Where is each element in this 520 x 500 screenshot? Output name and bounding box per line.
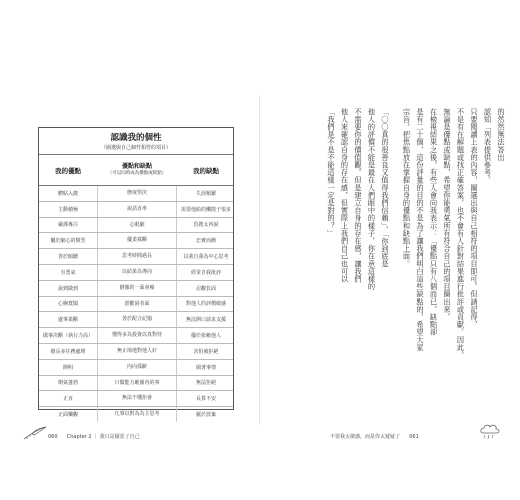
strength-cell: 嚴謹專注 [57,222,78,229]
table-row [39,360,233,376]
mixed-trait-cell: 懂得多為投資以真對待 [97,328,177,343]
weakness-cell: 無法開口請求支援 [185,317,226,324]
weakness-cell: 對他人的評價敏感 [185,301,226,308]
personality-table [38,127,234,419]
table-row [39,391,233,407]
weakness-cell: 忍觀負面 [195,285,216,292]
mixed-trait-cell: 思考時間過長 [97,249,177,264]
left-footer [48,433,140,440]
table-row [39,202,233,218]
table-row [39,328,233,344]
left-page-number: 060 [48,434,58,440]
mixed-trait-cell: 說話直率 [97,202,177,217]
table-row [39,281,233,297]
mixed-trait-cell: 愿歡固者面 [97,297,177,312]
chapter-running-head: Chapter 2 ｜ 我只是厭惡了自己 [66,434,140,440]
book-running-head: 不要我太敏感，而是你太遲疑了 [330,434,401,440]
table-row [39,312,233,328]
table-row [39,407,233,422]
mixed-trait-cell: 優柔寡斷 [97,233,177,248]
strength-cell: 主動積極 [57,206,78,213]
strength-cell: 正面樂觀 [57,412,78,419]
weakness-cell: 優於依賴他人 [190,333,221,340]
right-page-number: 061 [409,434,419,440]
right-page [260,0,520,500]
table-row [39,218,233,234]
text-column: 「〇〇真的很善良又值得我們信賴」、「你到底是 [381,108,390,268]
strength-cell: 體貼入微 [57,190,78,197]
feather-pen-icon [22,425,48,441]
header-middle-title: 優點和缺點 [121,163,152,170]
table-title: 認識我的個性 [110,133,162,143]
table-row [39,186,233,202]
table-row [39,265,233,281]
header-middle-subtitle: （可以同時成為優點或缺點） [107,171,167,176]
table-subtitle: （圈選與自己個性相符的項目） [100,145,171,151]
mixed-trait-cell: 善於配合記憶 [97,312,177,327]
strength-cell: 朝氣蓬勃 [57,380,78,387]
table-row [39,233,233,249]
header-strengths: 我的優點 [55,166,81,175]
text-column: 認知「列表提供參考。 [483,108,493,184]
text-column: 在檢視結果之後，有些人會向我表示：「優點只有八個而已，缺點卻 [429,108,439,336]
weakness-cell: 失誤頻繁 [195,190,216,197]
table-header [39,154,233,186]
text-column: 是有二十個，這份評量的目的不是為了讓我們明白這些缺點的，希望大家 [416,108,425,352]
mixed-trait-cell: 無止境地對他人好 [97,344,177,359]
table-body [39,186,233,422]
table-row [39,249,233,265]
text-column: 不是有在解題或找正確答案，也不會有人針對結果進行批評或貢獻。因此， [456,108,466,359]
mixed-trait-cell: 內向孤僻 [97,360,177,375]
strength-cell: 正直 [62,396,73,403]
mixed-trait-cell: 以結果為導向 [97,265,177,280]
strength-cell: 心胸寬闊 [57,301,78,308]
text-column: 他人來確認自身的存在感，但實際上我們自己也可以 [340,108,350,283]
strength-cell: 說到做到 [57,285,78,292]
weakness-cell: 以我自我為中心思考 [183,254,229,261]
header-weaknesses: 我的缺點 [193,166,219,175]
table-row [39,376,233,392]
header-middle [97,163,177,177]
strength-cell: 善於傾聽 [57,254,78,261]
strength-cell: 開明 [62,364,73,371]
mixed-trait-cell: 無法不懂拒會 [97,391,177,406]
mixed-trait-cell: 猶豫的一面會頻 [97,281,177,296]
text-column: 他人的評價不能是最在人們眼中的樣子，你在意這樣的 [367,108,377,291]
weakness-cell: 圍著事情 [195,364,216,371]
weakness-cell: 長算不安 [195,396,216,403]
mixed-trait-cell: 心眼細 [97,218,177,233]
table-row [39,297,233,313]
text-column: 「我們是不是不能這樣一定是對的？」 [327,108,336,238]
text-column: 無論是優點或缺點，希望你能勇氣所有符合自己的項目圈出來。 [443,108,452,321]
mixed-trait-cell: 態度堅決 [97,186,177,201]
weakness-cell: 無法拒絕 [195,380,216,387]
weakness-cell: 害怕被拒絕 [193,348,219,355]
table-row [39,344,233,360]
strength-cell: 擅長多任務處理 [50,348,86,355]
text-column: 的然然無法答出 [497,108,506,162]
weakness-cell: 厭於放棄 [195,412,216,419]
mixed-trait-cell: 只做能力範圍內的事 [97,376,177,391]
weakness-cell: 需要他給的懶散子很多 [180,206,231,213]
strength-cell: 處事果斷 [57,317,78,324]
text-column: 只要閱讀上表的內容，圈選出與自己相符的項目即可。但請記得， [470,108,479,329]
mixed-trait-cell: 凡事以對為為主思考 [97,407,177,422]
rain-cloud-icon [478,423,502,443]
strength-cell: 做事決斷（執行力高） [42,333,93,340]
weakness-cell: 負擔太再說 [193,222,219,229]
right-footer [330,433,419,440]
text-column: 宗旨，把焦點放在掌握自身的優點和缺點上面。 [402,108,412,268]
text-column: 不需要你的價值觀。但是建立自身的存在感，讓我們 [354,108,363,283]
weakness-cell: 經常自我批評 [190,269,221,276]
strength-cell: 有勇氣 [60,269,76,276]
strength-cell: 屬於細心的類型 [50,238,86,245]
weakness-cell: 忠實而衝 [195,238,216,245]
